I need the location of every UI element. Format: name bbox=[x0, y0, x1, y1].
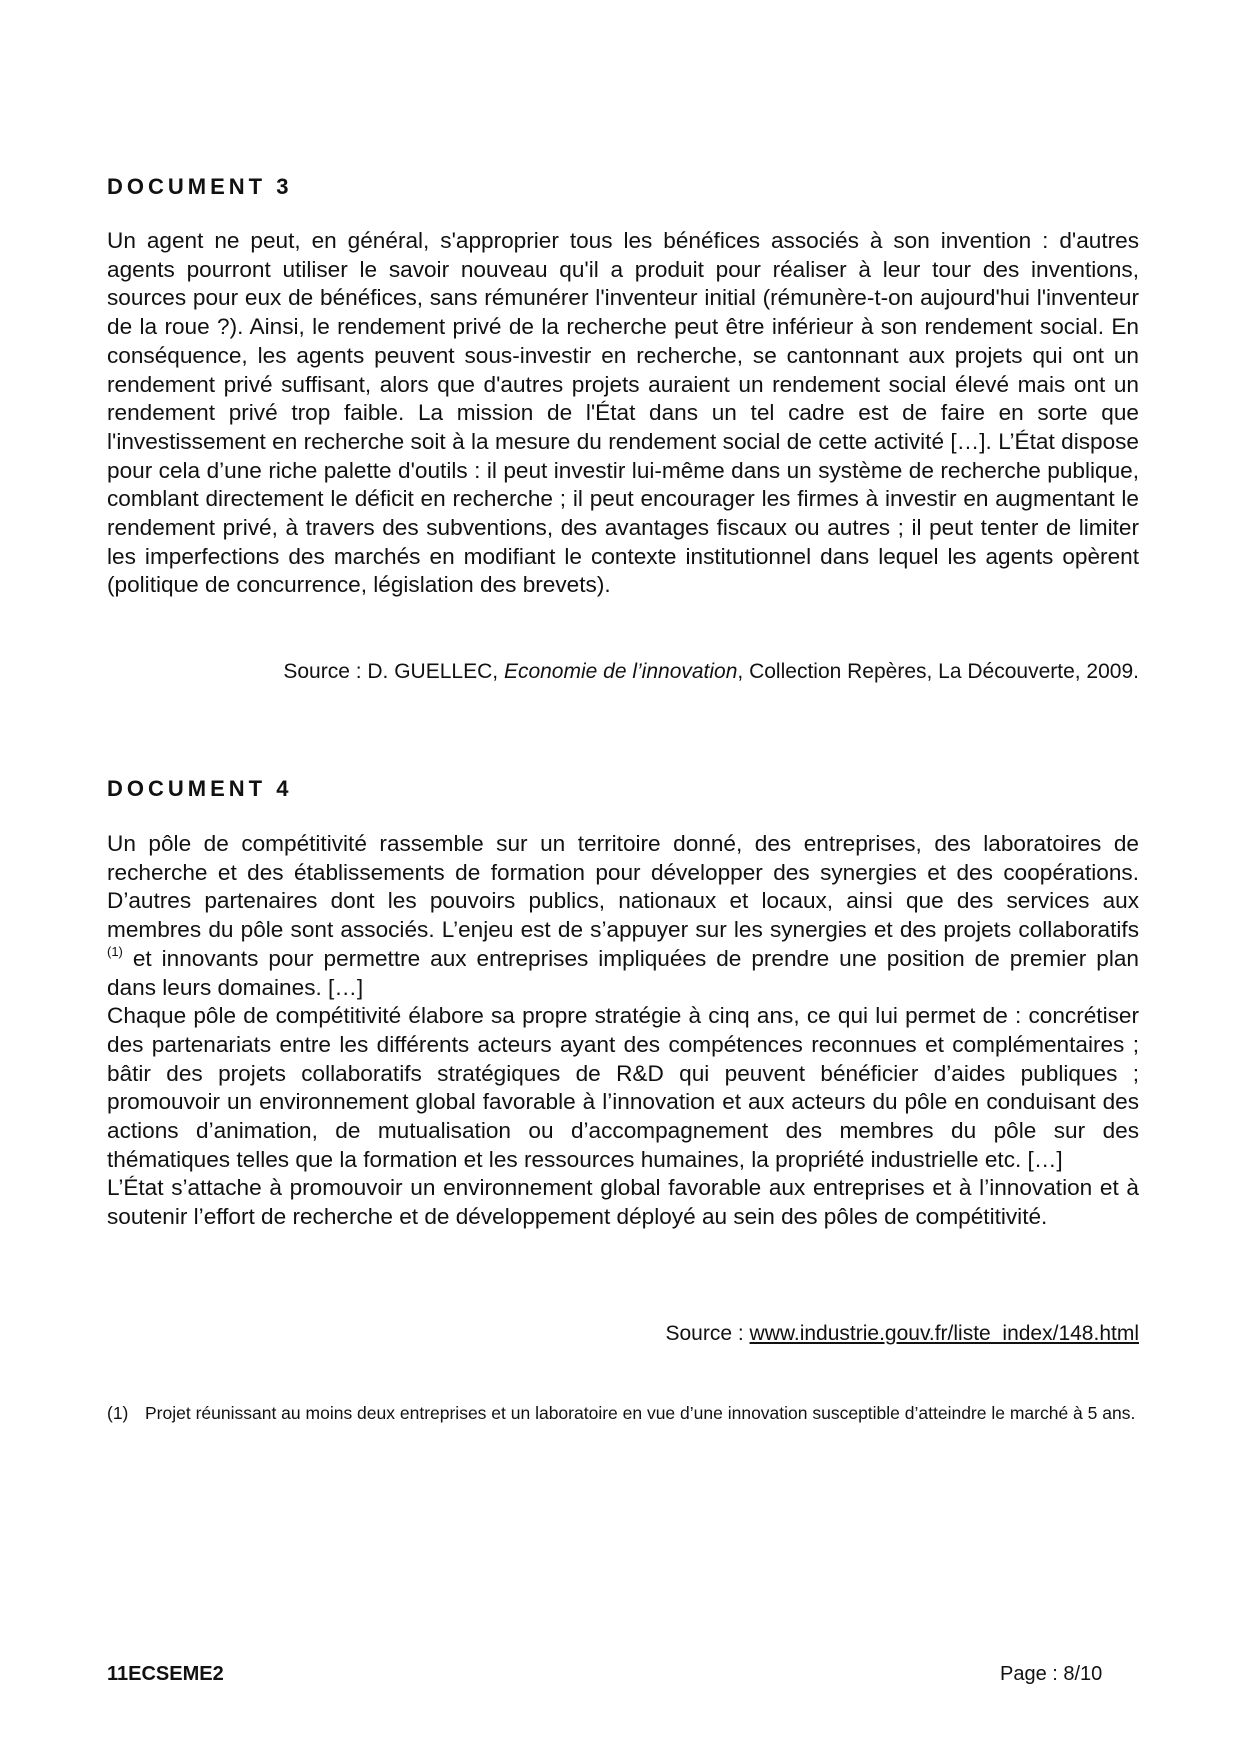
document-4-source-link[interactable]: www.industrie.gouv.fr/liste_index/148.html bbox=[749, 1322, 1139, 1345]
footer-page-number: Page : 8/10 bbox=[1000, 1663, 1103, 1685]
document-4-body bbox=[107, 830, 1139, 1232]
document-4-heading: DOCUMENT 4 bbox=[107, 776, 293, 801]
footnote-text: Projet réunissant au moins deux entreprises et un laboratoire en vue d’une innovation susceptible d’atteindre le marché à 5 ans. bbox=[145, 1403, 1136, 1423]
document-4-source-prefix: Source : bbox=[665, 1322, 750, 1345]
document-3-source-prefix: Source : D. GUELLEC, bbox=[283, 660, 504, 683]
document-4-paragraph-3: L’État s’attache à promouvoir un environnement global favorable aux entreprises et à l’innovation et à soutenir l’effort de recherche et de développement déployé au sein des pôles de compétitivité. bbox=[107, 1175, 1139, 1230]
footnote bbox=[107, 1402, 1139, 1424]
document-4-paragraph-2: Chaque pôle de compétitivité élabore sa propre stratégie à cinq ans, ce qui lui permet de : concrétiser des partenariats entre les différents acteurs ayant des compétences reconnues et complémentaires ; bâtir des projets collaboratifs stratégiques de R&D qui peuvent bénéficier d’aides publiques ; promouvoir un environnement global favorable à l’innovation et aux acteurs du pôle en conduisant des actions d’animation, de mutualisation ou d’accompagnement des membres du pôle sur des thématiques telles que la formation et les ressources humaines, la propriété industrielle etc. […] bbox=[107, 1003, 1139, 1172]
document-3-body bbox=[107, 227, 1139, 600]
document-3-source-title: Economie de l’innovation bbox=[503, 660, 738, 683]
document-4-paragraph-1 bbox=[107, 830, 1139, 1002]
document-4-paragraph-1-part-1: Un pôle de compétitivité rassemble sur un territoire donné, des entreprises, des laboratoires de recherche et des établissements de formation pour développer des synergies et des coopérations. D’autres partenaires dont les pouvoirs publics, nationaux et locaux, ainsi que des services aux membres du pôle sont associés. L’enjeu est de s’appuyer sur les synergies et des projets collaboratifs bbox=[107, 831, 1139, 943]
footnote-mark: (1) bbox=[107, 1403, 129, 1423]
document-4-paragraph-1-part-2: et innovants pour permettre aux entreprises impliquées de prendre une position de premier plan dans leurs domaines. […] bbox=[107, 945, 1139, 1000]
footnote-reference: (1) bbox=[107, 943, 123, 959]
document-3-source-suffix: , Collection Repères, La Découverte, 2009. bbox=[737, 660, 1139, 683]
document-4-source bbox=[665, 1322, 1139, 1346]
footer-exam-code: 11ECSEME2 bbox=[107, 1663, 224, 1685]
document-3-paragraph: Un agent ne peut, en général, s'approprier tous les bénéfices associés à son invention : d'autres agents pourront utiliser le savoir nouveau qu'il a produit pour réaliser à leur tour des inventions, sources pour eux de bénéfices, sans rémunérer l'inventeur initial (rémunère-t-on aujourd'hui l'inventeur de la roue ?). Ainsi, le rendement privé de la recherche peut être inférieur à son rendement social. En conséquence, les agents peuvent sous-investir en recherche, se cantonnant aux projets qui ont un rendement privé suffisant, alors que d'autres projets auraient un rendement social élevé mais ont un rendement privé trop faible. La mission de l'État dans un tel cadre est de faire en sorte que l'investissement en recherche soit à la mesure du rendement social de cette activité […]. L’État dispose pour cela d’une riche palette d'outils : il peut investir lui-même dans un système de recherche publique, comblant directement le déficit en recherche ; il peut encourager les firmes à investir en augmentant le rendement privé, à travers des subventions, des avantages fiscaux ou autres ; il peut tenter de limiter les imperfections des marchés en modifiant le contexte institutionnel dans lequel les agents opèrent (politique de concurrence, législation des brevets). bbox=[107, 228, 1139, 598]
document-3-heading: DOCUMENT 3 bbox=[107, 174, 293, 199]
document-3-source bbox=[283, 660, 1139, 684]
